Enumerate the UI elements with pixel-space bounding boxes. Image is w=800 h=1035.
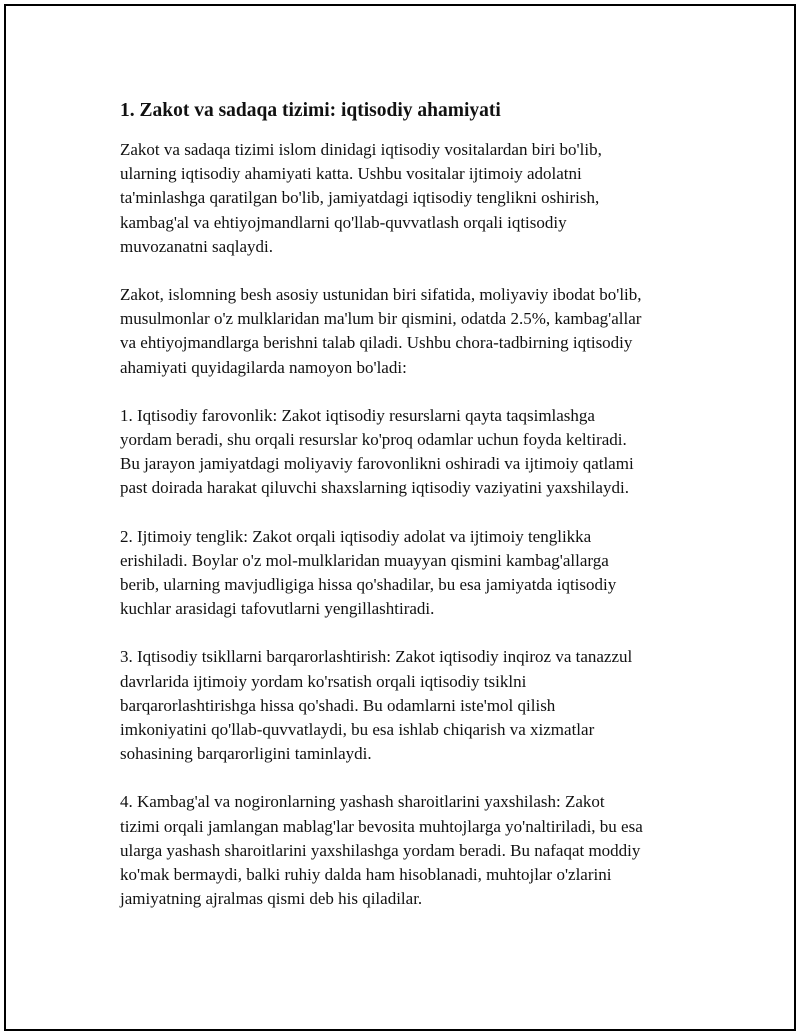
paragraph-line: ularga yashash sharoitlarini yaxshilashga yordam beradi. Bu nafaqat moddiy [120, 840, 641, 860]
document-content [120, 98, 700, 935]
paragraph-line: muvozanatni saqlaydi. [120, 236, 273, 256]
paragraph-line: barqarorlashtirishga hissa qo'shadi. Bu odamlarni iste'mol qilish [120, 695, 556, 715]
paragraph-line: ta'minlashga qaratilgan bo'lib, jamiyatdagi iqtisodiy tenglikni oshirish, [120, 188, 600, 208]
section-heading: 1. Zakot va sadaqa tizimi: iqtisodiy ahamiyati [120, 100, 501, 121]
paragraph-line: Bu jarayon jamiyatdagi moliyaviy farovonlikni oshiradi va ijtimoiy qatlami [120, 454, 634, 474]
paragraph [120, 525, 700, 622]
paragraph-line: imkoniyatini qo'llab-quvvatlaydi, bu esa ishlab chiqarish va xizmatlar [120, 720, 595, 740]
paragraph-line: Zakot va sadaqa tizimi islom dinidagi iqtisodiy vositalardan biri bo'lib, [120, 140, 602, 159]
paragraph-line: sohasining barqarorligini taminlaydi. [120, 744, 372, 764]
paragraph [120, 138, 700, 259]
paragraph [120, 645, 700, 766]
paragraph-line: 4. Kambag'al va nogironlarning yashash sharoitlarini yaxshilash: Zakot [120, 792, 605, 812]
paragraph [120, 790, 700, 911]
paragraph-line: berib, ularning mavjudligiga hissa qo'shadilar, bu esa jamiyatda iqtisodiy [120, 575, 617, 595]
paragraph-list [120, 138, 700, 911]
paragraph-line: yordam beradi, shu orqali resurslar ko'proq odamlar uchun foyda keltiradi. [120, 430, 627, 450]
paragraph-line: musulmonlar o'z mulklaridan ma'lum bir qismini, odatda 2.5%, kambag'allar [120, 309, 642, 329]
paragraph-line: Zakot, islomning besh asosiy ustunidan biri sifatida, moliyaviy ibodat bo'lib, [120, 285, 642, 305]
paragraph-line: kambag'al va ehtiyojmandlarni qo'llab-quvvatlash orqali iqtisodiy [120, 212, 567, 232]
paragraph [120, 404, 700, 501]
paragraph-line: tizimi orqali jamlangan mablag'lar bevosita muhtojlarga yo'naltiriladi, bu esa [120, 816, 643, 836]
paragraph-line: erishiladi. Boylar o'z mol-mulklaridan muayyan qismini kambag'allarga [120, 550, 609, 570]
paragraph-line: davrlarida ijtimoiy yordam ko'rsatish orqali iqtisodiy tsiklni [120, 671, 527, 691]
paragraph-line: jamiyatning ajralmas qismi deb his qiladilar. [120, 889, 423, 909]
paragraph-line: ahamiyati quyidagilarda namoyon bo'ladi: [120, 357, 407, 377]
paragraph-line: ko'mak bermaydi, balki ruhiy dalda ham hisoblanadi, muhtojlar o'zlarini [120, 865, 612, 885]
paragraph [120, 283, 700, 380]
paragraph-line: 1. Iqtisodiy farovonlik: Zakot iqtisodiy resurslarni qayta taqsimlashga [120, 405, 595, 425]
paragraph-line: past doirada harakat qiluvchi shaxslarning iqtisodiy vaziyatini yaxshilaydi. [120, 478, 629, 498]
paragraph-line: 3. Iqtisodiy tsikllarni barqarorlashtirish: Zakot iqtisodiy inqiroz va tanazzul [120, 647, 633, 667]
paragraph-line: 2. Ijtimoiy tenglik: Zakot orqali iqtisodiy adolat va ijtimoiy tenglikka [120, 526, 592, 546]
paragraph-line: ularning iqtisodiy ahamiyati katta. Ushbu vositalar ijtimoiy adolatni [120, 164, 582, 184]
paragraph-line: va ehtiyojmandlarga berishni talab qiladi. Ushbu chora-tadbirning iqtisodiy [120, 333, 633, 353]
paragraph-line: kuchlar arasidagi tafovutlarni yengillashtiradi. [120, 599, 435, 619]
document-page [4, 4, 796, 1031]
